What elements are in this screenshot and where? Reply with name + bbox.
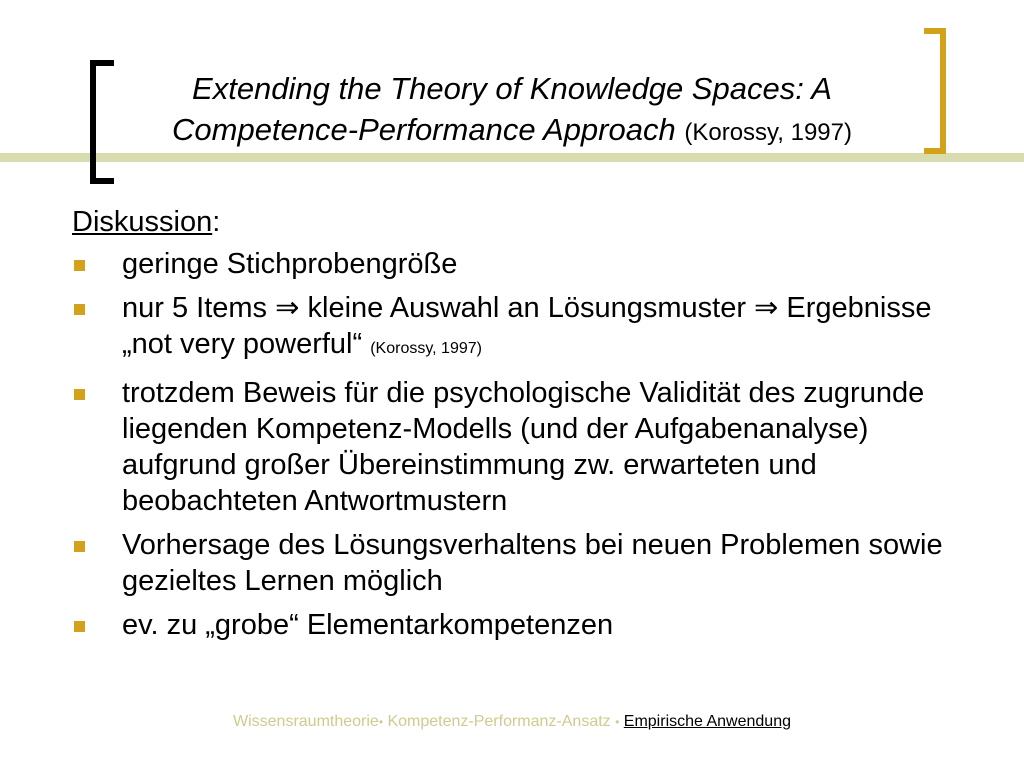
bullet-item [72, 290, 952, 367]
bullet-text: trotzdem Beweis für die psychologische Validität des zugrunde liegenden Kompetenz-Modells (und der Aufgabenanalyse) aufgrund großer Übereinstimmung zw. erwarteten und beobachteten Antwortmustern [122, 377, 925, 517]
section-heading-colon: : [212, 206, 221, 238]
bullet-list [72, 246, 952, 643]
footer-link-kompetenz-performanz[interactable]: Kompetenz-Performanz-Ansatz [387, 713, 611, 730]
footer-link-wissensraumtheorie[interactable]: Wissensraumtheorie [232, 713, 379, 730]
section-heading [72, 204, 952, 240]
slide-title-citation: (Korossy, 1997) [684, 119, 852, 146]
bullet-item [72, 527, 952, 599]
footer-nav-wrap [233, 711, 791, 733]
right-bracket-decor [924, 28, 946, 154]
bullet-citation: (Korossy, 1997) [370, 340, 482, 357]
title-decor-band [0, 153, 1024, 162]
bullet-square-icon [74, 621, 85, 632]
footer-nav [0, 711, 1024, 733]
implies-arrow-icon: ⇒ [275, 292, 300, 324]
footer-separator-icon: • [378, 715, 384, 729]
bullet-text: ev. zu „grobe“ Elementarkompetenzen [122, 609, 614, 641]
bullet-text: geringe Stichprobengröße [122, 248, 458, 280]
bullet-text-part: nur 5 Items [122, 292, 268, 324]
bullet-square-icon [74, 260, 85, 271]
bullet-square-icon [74, 541, 85, 552]
implies-arrow-icon: ⇒ [754, 292, 779, 324]
slide-title-text: Extending the Theory of Knowledge Spaces: A Competence-Performance Approach [172, 71, 832, 147]
bullet-square-icon [74, 389, 85, 400]
section-heading-label: Diskussion [72, 206, 213, 238]
footer-link-empirische-anwendung[interactable]: Empirische Anwendung [623, 713, 791, 730]
bullet-item [72, 246, 952, 282]
bullet-square-icon [74, 304, 85, 315]
bullet-item [72, 607, 952, 643]
footer-separator-icon: • [615, 715, 620, 729]
bullet-item [72, 375, 952, 519]
slide-title [112, 68, 912, 153]
bullet-text-part: kleine Auswahl an Lösungsmuster [307, 292, 746, 324]
left-bracket-decor [90, 60, 114, 184]
bullet-text-part: Ergebnisse „not very powerful“ [122, 292, 932, 360]
bullet-text: Vorhersage des Lösungsverhaltens bei neuen Problemen sowie gezieltes Lernen möglich [122, 529, 943, 597]
slide-content [72, 204, 952, 651]
